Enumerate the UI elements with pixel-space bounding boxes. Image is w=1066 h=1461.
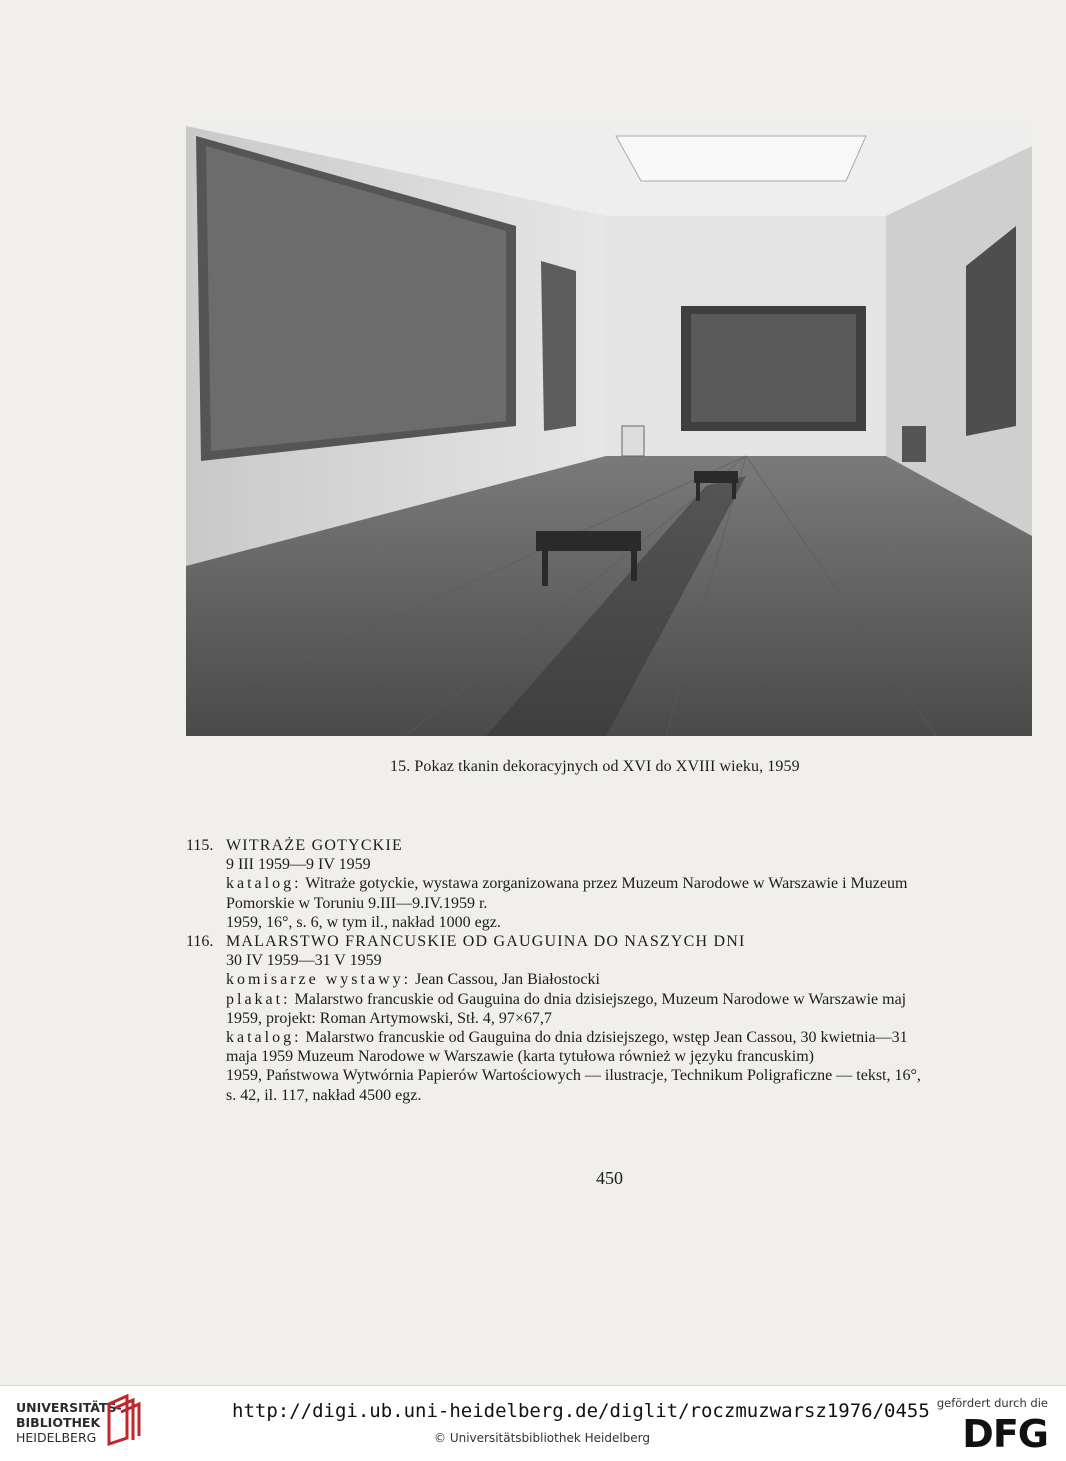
exhibition-entries: [186, 836, 1036, 1105]
entry-line: 1959, projekt: Roman Artymowski, Stł. 4, 97×67,7: [226, 1009, 552, 1027]
library-city-line: HEIDELBERG: [16, 1430, 97, 1445]
entry-line: 30 IV 1959—31 V 1959: [226, 952, 382, 970]
entry-number: 115.: [186, 837, 214, 854]
entry-line: 1959, 16°, s. 6, w tym il., nakład 1000 egz.: [226, 913, 501, 931]
library-name-line: UNIVERSITÄTS-: [16, 1400, 122, 1415]
dfg-logo: DFG: [962, 1412, 1048, 1456]
entry-line-text: Malarstwo francuskie od Gauguina do dnia dzisiejszego, wstęp Jean Cassou, 30 kwietnia—31: [301, 1029, 908, 1047]
entry-line: maja 1959 Muzeum Narodowe w Warszawie (karta tytułowa również w języku francuskim): [226, 1048, 814, 1066]
entry-115: [186, 836, 1036, 932]
entry-line: [186, 1028, 1036, 1047]
viewer-footer: [0, 1385, 1066, 1461]
entry-title: WITRAŻE GOTYCKIE: [226, 837, 403, 854]
entry-line-text: Jean Cassou, Jan Białostocki: [411, 971, 600, 989]
copyright-notice: © Universitätsbibliothek Heidelberg: [434, 1431, 651, 1445]
entry-line-label: katalog:: [226, 875, 302, 893]
entry-line: [186, 990, 1036, 1009]
entry-line: [186, 970, 1036, 989]
entry-line-label: komisarze wystawy:: [226, 971, 412, 989]
entry-title: MALARSTWO FRANCUSKIE OD GAUGUINA DO NASZYCH DNI: [226, 933, 746, 951]
entry-line-text: Witraże gotyckie, wystawa zorganizowana przez Muzeum Narodowe w Warszawie i Muzeum: [301, 875, 908, 893]
gallery-photo-illustration: [186, 126, 1032, 736]
entry-line-text: Malarstwo francuskie od Gauguina do dnia dzisiejszego, Muzeum Narodowe w Warszawie maj: [290, 990, 907, 1008]
page-number: 450: [596, 1168, 623, 1188]
entry-line: [186, 874, 1036, 893]
entry-number: 116.: [186, 933, 214, 951]
entry-line: Pomorskie w Toruniu 9.III—9.IV.1959 r.: [226, 894, 488, 912]
entry-116: [186, 932, 1036, 1105]
entry-line: s. 42, il. 117, nakład 4500 egz.: [226, 1086, 422, 1104]
entry-line-label: plakat:: [226, 990, 291, 1008]
entry-line-label: katalog:: [226, 1029, 302, 1047]
exhibition-hall-photo: [186, 126, 1032, 736]
photo-caption: 15. Pokaz tkanin dekoracyjnych od XVI do XVIII wieku, 1959: [390, 758, 800, 775]
permalink-url[interactable]: http://digi.ub.uni-heidelberg.de/diglit/roczmuzwarsz1976/0455: [232, 1400, 930, 1422]
entry-line: 1959, Państwowa Wytwórnia Papierów Wartościowych — ilustracje, Technikum Poligraficzne — tekst, 16°,: [226, 1067, 921, 1085]
sponsor-label: gefördert durch die: [936, 1396, 1048, 1410]
library-logo-icon: [105, 1394, 149, 1446]
library-name-line: BIBLIOTHEK: [16, 1415, 101, 1430]
entry-line: 9 III 1959—9 IV 1959: [226, 856, 371, 874]
